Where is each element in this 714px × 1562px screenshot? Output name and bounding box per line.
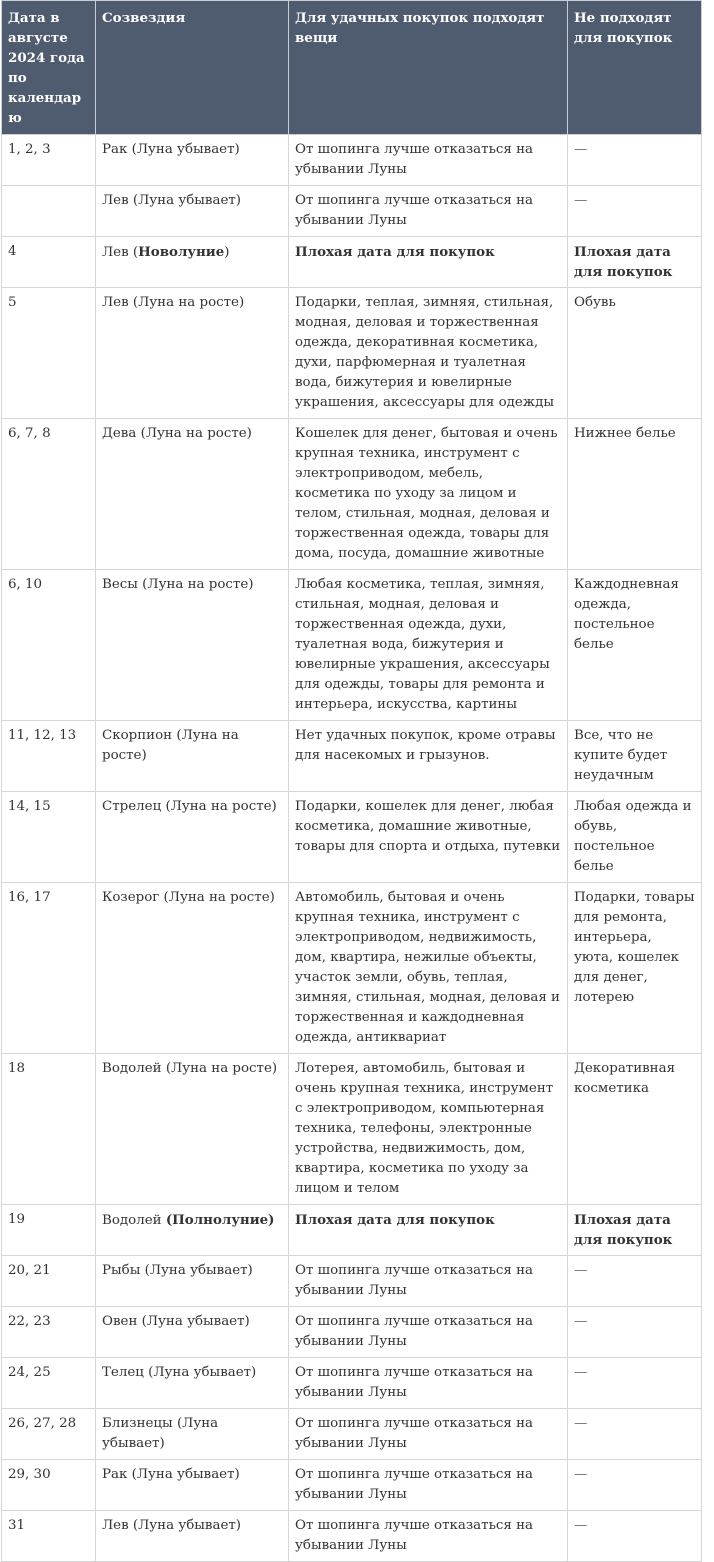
bad-purchases-cell: Плохая дата для покупок <box>568 1205 702 1256</box>
sign-text: Лев (Луна убывает) <box>102 193 242 208</box>
sign-cell <box>96 792 289 883</box>
date-cell: 18 <box>2 1054 96 1205</box>
date-cell <box>2 186 96 237</box>
good-purchases-cell: Лотерея, автомобиль, бытовая и очень крупная техника, инструмент с электроприводом, компьютерная техника, телефоны, электронные устройства, недвижимость, дом, квартира, косметика по уходу за лицом и телом <box>289 1054 568 1205</box>
good-purchases-cell: От шопинга лучше отказаться на убывании Луны <box>289 186 568 237</box>
date-cell: 6, 10 <box>2 570 96 721</box>
table-row <box>2 186 702 237</box>
header-date: Дата в августе 2024 года по календарю <box>2 1 96 135</box>
sign-cell <box>96 1307 289 1358</box>
header-sign: Созвездия <box>96 1 289 135</box>
good-purchases-cell: Подарки, теплая, зимняя, стильная, модная, деловая и торжественная одежда, декоративная косметика, духи, парфюмерная и туалетная вода, бижутерия и ювелирные украшения, аксессуары для одежды <box>289 288 568 419</box>
sign-cell <box>96 570 289 721</box>
bad-purchases-cell: — <box>568 1307 702 1358</box>
sign-cell <box>96 1054 289 1205</box>
date-cell: 14, 15 <box>2 792 96 883</box>
table-row <box>2 288 702 419</box>
bad-purchases-cell: — <box>568 1511 702 1562</box>
good-purchases-cell: От шопинга лучше отказаться на убывании Луны <box>289 1307 568 1358</box>
shopping-calendar-table <box>1 0 702 1562</box>
sign-cell <box>96 1409 289 1460</box>
sign-text: Дева (Луна на росте) <box>102 426 252 441</box>
good-purchases-cell: Плохая дата для покупок <box>289 237 568 288</box>
moon-phase-text: Новолуние <box>138 244 225 260</box>
table-body <box>2 135 702 1562</box>
date-cell: 29, 30 <box>2 1460 96 1511</box>
sign-text: Рак (Луна убывает) <box>102 142 240 157</box>
good-purchases-cell: Плохая дата для покупок <box>289 1205 568 1256</box>
table-row <box>2 1460 702 1511</box>
sign-cell <box>96 186 289 237</box>
sign-text: Овен (Луна убывает) <box>102 1314 250 1329</box>
bad-purchases-cell: Каждодневная одежда, постельное белье <box>568 570 702 721</box>
date-cell: 31 <box>2 1511 96 1562</box>
good-purchases-cell: От шопинга лучше отказаться на убывании Луны <box>289 135 568 186</box>
bad-purchases-cell: — <box>568 135 702 186</box>
good-purchases-cell: От шопинга лучше отказаться на убывании Луны <box>289 1256 568 1307</box>
bad-purchases-cell: Нижнее белье <box>568 419 702 570</box>
table-row <box>2 1205 702 1256</box>
sign-text: Скорпион (Луна на росте) <box>102 728 239 763</box>
good-purchases-cell: От шопинга лучше отказаться на убывании Луны <box>289 1358 568 1409</box>
good-purchases-cell: От шопинга лучше отказаться на убывании Луны <box>289 1460 568 1511</box>
good-purchases-cell: Подарки, кошелек для денег, любая косметика, домашние животные, товары для спорта и отдыха, путевки <box>289 792 568 883</box>
date-cell: 4 <box>2 237 96 288</box>
date-cell: 26, 27, 28 <box>2 1409 96 1460</box>
sign-cell <box>96 1358 289 1409</box>
table-row <box>2 237 702 288</box>
sign-text: Лев ( <box>102 245 139 260</box>
sign-text: Близнецы (Луна убывает) <box>102 1416 219 1451</box>
table-row <box>2 1256 702 1307</box>
table-row <box>2 721 702 792</box>
bad-purchases-cell: Подарки, товары для ремонта, интерьера, уюта, кошелек для денег, лотерею <box>568 883 702 1054</box>
sign-text: Телец (Луна убывает) <box>102 1365 257 1380</box>
sign-text: Рак (Луна убывает) <box>102 1467 240 1482</box>
sign-cell <box>96 1256 289 1307</box>
good-purchases-cell: Кошелек для денег, бытовая и очень крупная техника, инструмент с электроприводом, мебель, косметика по уходу за лицом и телом, стильная, модная, деловая и торжественная одежда, товары для дома, посуда, домашние животные <box>289 419 568 570</box>
sign-text-tail: ) <box>224 245 230 260</box>
table-row <box>2 570 702 721</box>
good-purchases-cell: Нет удачных покупок, кроме отравы для насекомых и грызунов. <box>289 721 568 792</box>
bad-purchases-cell: Любая одежда и обувь, постельное белье <box>568 792 702 883</box>
table-row <box>2 883 702 1054</box>
date-cell: 20, 21 <box>2 1256 96 1307</box>
sign-cell <box>96 883 289 1054</box>
date-cell: 5 <box>2 288 96 419</box>
date-cell: 19 <box>2 1205 96 1256</box>
sign-cell <box>96 721 289 792</box>
header-bad-purchases: Не подходят для покупок <box>568 1 702 135</box>
table-row <box>2 135 702 186</box>
sign-text: Рыбы (Луна убывает) <box>102 1263 253 1278</box>
bad-purchases-cell: Обувь <box>568 288 702 419</box>
date-cell: 16, 17 <box>2 883 96 1054</box>
sign-cell <box>96 1460 289 1511</box>
sign-cell <box>96 237 289 288</box>
sign-cell <box>96 288 289 419</box>
sign-text: Весы (Луна на росте) <box>102 577 254 592</box>
date-cell: 11, 12, 13 <box>2 721 96 792</box>
header-row <box>2 1 702 135</box>
bad-purchases-cell: — <box>568 1460 702 1511</box>
bad-purchases-cell: — <box>568 1358 702 1409</box>
good-purchases-cell: От шопинга лучше отказаться на убывании Луны <box>289 1409 568 1460</box>
date-cell: 6, 7, 8 <box>2 419 96 570</box>
moon-phase-text: (Полнолуние) <box>165 1212 275 1228</box>
sign-cell <box>96 135 289 186</box>
sign-text: Лев (Луна убывает) <box>102 1518 242 1533</box>
table-row <box>2 792 702 883</box>
table-row <box>2 1358 702 1409</box>
sign-cell <box>96 1205 289 1256</box>
good-purchases-cell: Автомобиль, бытовая и очень крупная техника, инструмент с электроприводом, недвижимость, дом, квартира, нежилые объекты, участок земли, обувь, теплая, зимняя, стильная, модная, деловая и торжественная и каждодневная одежда, антиквариат <box>289 883 568 1054</box>
bad-purchases-cell: Плохая дата для покупок <box>568 237 702 288</box>
table-row <box>2 419 702 570</box>
date-cell: 1, 2, 3 <box>2 135 96 186</box>
date-cell: 24, 25 <box>2 1358 96 1409</box>
table-row <box>2 1307 702 1358</box>
sign-text: Водолей <box>102 1213 166 1228</box>
table-row <box>2 1409 702 1460</box>
bad-purchases-cell: — <box>568 186 702 237</box>
sign-cell <box>96 419 289 570</box>
good-purchases-cell: От шопинга лучше отказаться на убывании Луны <box>289 1511 568 1562</box>
sign-text: Лев (Луна на росте) <box>102 295 245 310</box>
bad-purchases-cell: Декоративная косметика <box>568 1054 702 1205</box>
bad-purchases-cell: Все, что не купите будет неудачным <box>568 721 702 792</box>
sign-text: Козерог (Луна на росте) <box>102 890 275 905</box>
good-purchases-cell: Любая косметика, теплая, зимняя, стильная, модная, деловая и торжественная одежда, духи, туалетная вода, бижутерия и ювелирные украшения, аксессуары для одежды, товары для ремонта и интерьера, искусства, картины <box>289 570 568 721</box>
table-header <box>2 1 702 135</box>
sign-text: Стрелец (Луна на росте) <box>102 799 277 814</box>
date-cell: 22, 23 <box>2 1307 96 1358</box>
bad-purchases-cell: — <box>568 1409 702 1460</box>
sign-text: Водолей (Луна на росте) <box>102 1061 278 1076</box>
table-row <box>2 1054 702 1205</box>
bad-purchases-cell: — <box>568 1256 702 1307</box>
header-good-purchases: Для удачных покупок подходят вещи <box>289 1 568 135</box>
